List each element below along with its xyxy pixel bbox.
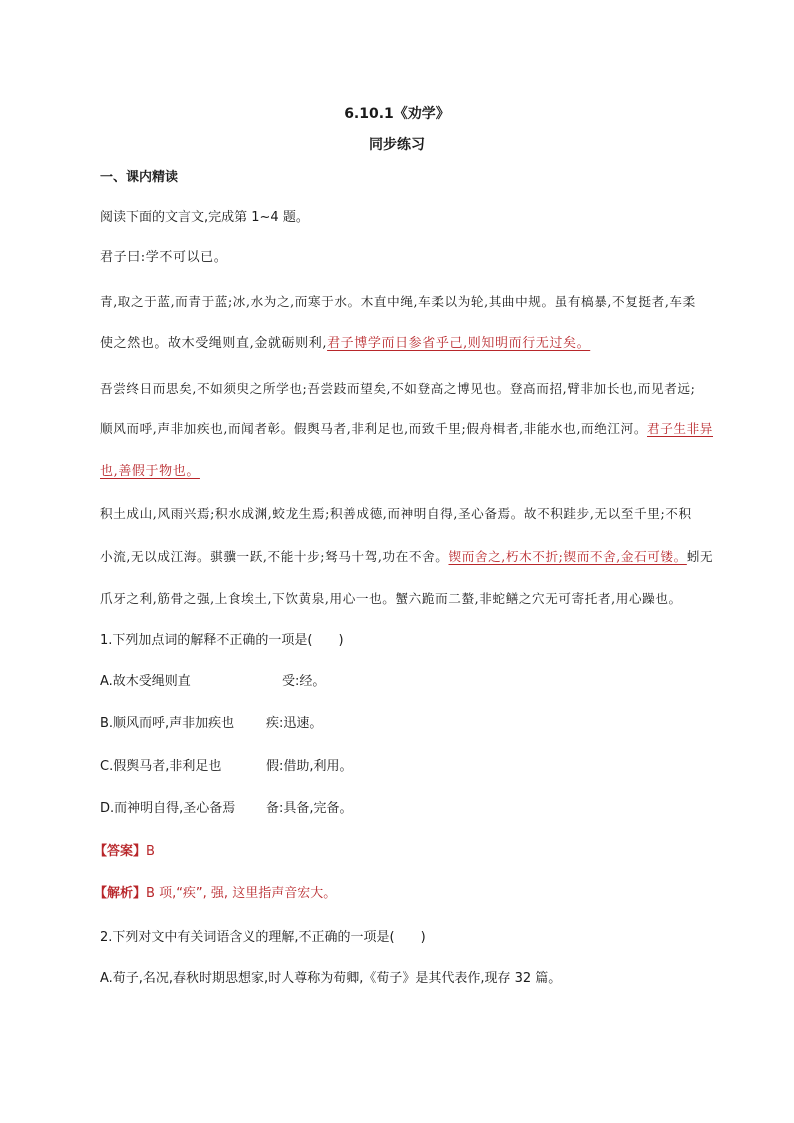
passage-line: 积土成山,风雨兴焉;积水成渊,蛟龙生焉;积善成德,而神明自得,圣心备焉。故不积跬步,无以至千里;不积 [100, 506, 692, 521]
q1-option-b: B.顺风而呼,声非加疾也 [100, 716, 235, 731]
passage-line: 爪牙之利,筋骨之强,上食埃土,下饮黄泉,用心一也。蟹六跪而二螯,非蛇鳝之穴无可寄托者,用心躁也。 [100, 591, 682, 606]
passage-text: 使之然也。故木受绳则直,金就砺则利, [100, 336, 328, 351]
analysis-text: B 项,“疾”, 强, 这里指声音宏大。 [146, 886, 337, 901]
passage-line [100, 332, 590, 351]
answer-tag: 【答案】 [94, 844, 147, 859]
highlighted-sentence: 君子博学而日参省乎己,则知明而行无过矣。 [327, 336, 591, 351]
section-heading: 一、课内精读 [100, 170, 179, 185]
answer-value: B [146, 844, 155, 859]
passage-line [100, 460, 200, 479]
passage-text: 蚓无 [686, 549, 714, 564]
passage-line: 君子曰:学不可以已。 [100, 250, 228, 265]
passage-line [100, 546, 713, 565]
question-2-stem: 2.下列对文中有关词语含义的理解,不正确的一项是( ) [100, 930, 426, 945]
q1-analysis [94, 882, 336, 901]
q1-option-d: D.而神明自得,圣心备焉 [100, 801, 236, 816]
doc-subtitle: 同步练习 [369, 137, 425, 153]
q1-option-d-def: 备:具备,完备。 [266, 801, 353, 816]
passage-line [100, 418, 713, 437]
instruction: 阅读下面的文言文,完成第 1~4 题。 [100, 210, 309, 225]
q1-option-a-def: 受:经。 [282, 674, 326, 689]
q1-option-c: C.假舆马者,非利足也 [100, 759, 222, 774]
doc-title: 6.10.1《劝学》 [344, 106, 450, 122]
passage-text: 顺风而呼,声非加疾也,而闻者彰。假舆马者,非利足也,而致千里;假舟楫者,非能水也,而绝江河。 [100, 421, 648, 436]
highlighted-sentence: 也,善假于物也。 [100, 464, 200, 479]
passage-text: 小流,无以成江海。骐骥一跃,不能十步;驽马十驾,功在不舍。 [100, 549, 449, 564]
q1-option-b-def: 疾:迅速。 [266, 716, 323, 731]
passage-line: 青,取之于蓝,而青于蓝;冰,水为之,而寒于水。木直中绳,车柔以为轮,其曲中规。虽有槁暴,不复挺者,车柔 [100, 294, 696, 309]
q1-option-a: A.故木受绳则直 [100, 674, 191, 689]
question-1-stem: 1.下列加点词的解释不正确的一项是( ) [100, 633, 344, 648]
passage-line: 吾尝终日而思矣,不如须臾之所学也;吾尝跂而望矣,不如登高之博见也。登高而招,臂非加长也,而见者远; [100, 381, 696, 396]
q1-answer [94, 840, 155, 859]
analysis-tag: 【解析】 [94, 886, 147, 901]
q2-option-a: A.荀子,名况,春秋时期思想家,时人尊称为荀卿,《荀子》是其代表作,现存 32 篇。 [100, 971, 562, 986]
highlighted-sentence: 锲而舍之,朽木不折;锲而不舍,金石可镂。 [448, 549, 687, 564]
highlighted-sentence: 君子生非异 [647, 421, 713, 436]
q1-option-c-def: 假:借助,利用。 [266, 759, 353, 774]
